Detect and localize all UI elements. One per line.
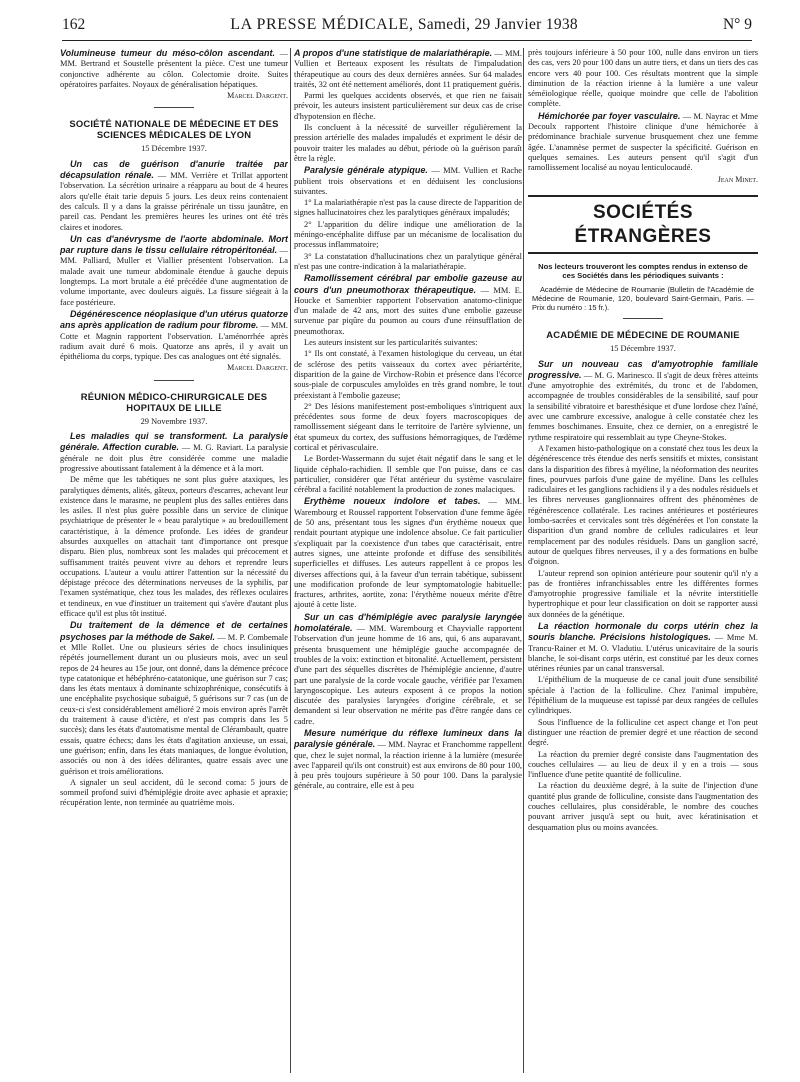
article xyxy=(60,431,288,474)
column-divider-2 xyxy=(523,48,524,1073)
paragraph: La réaction du deuxième degré, à la suite de l'injection d'une quantité plus grande de folliculine, consiste dans l'augmentation des couches cellulaires, plus considérable, le nombre des couches pouvant arriver jusqu'à sept ou huit, avec kératinisation et desquamation plus ou moins avancées. xyxy=(528,781,758,832)
separator xyxy=(154,380,194,381)
list-item: 2° Des lésions manifestement post-emboliques s'intriquent aux précédentes sous forme de deux foyers macroscopiques de ramollissement siégeant dans le territoire de l'artère sylvienne, un état spumeux du cortex, des suffusions hémorragiques, de l'œdème cortical et périvasculaire. xyxy=(294,401,522,452)
article-body: — MM. Palliard, Muller et Viallier présentent l'observation. La malade avait une tumeur abdominale étendue à gauche depuis longtemps. La mort brutale a été précédée d'une augmentation de volume importante, avec douleurs aiguës. La fissure siégeait à la face postérieure. xyxy=(60,246,288,307)
page-header xyxy=(62,16,752,38)
article-heading: Un cas d'anévrysme de l'aorte abdominale. Mort par rupture dans le tissu cellulaire rétropéritonéal. xyxy=(60,233,288,256)
article xyxy=(60,48,288,90)
column-1 xyxy=(60,48,288,1073)
article xyxy=(294,612,522,727)
section-title: SOCIÉTÉS ÉTRANGÈRES xyxy=(528,195,758,254)
society-title: SOCIÉTÉ NATIONALE DE MÉDECINE ET DES SCIENCES MÉDICALES DE LYON xyxy=(69,118,279,141)
article-heading: Ramollissement cérébral par embolie gazeuse au cours d'un pneumothorax thérapeutique. xyxy=(294,273,522,295)
session-date: 15 Décembre 1937. xyxy=(141,144,207,154)
paragraph: A l'examen histo-pathologique on a constaté chez tous les deux la dégénérescence très étendue des nerfs sensitifs et mixtes, consistant dans la disparition des fibres à myéline, la néoformation des neurites fines, pourvues parfois d'une gaine de myéline. Dans les cellules radiculaires et les ganglions rachidiens il y a des nodules résiduels et les fibres nerveuses ganglionnaires offrent des phénomènes de régénérescence collatérale. Les racines antérieures et postérieures lombo-sacrées et cervicales sont très dégénérées et l'on constate la disparition d'un grand nombre de cellules radiculaires et leur remplacement par des nodules résiduels. Dans un ganglion sacré, autour de quelques fibres nerveuses, il y a des formations en bulbe d'oignon. xyxy=(528,443,758,567)
paragraph: Le Bordet-Wassermann du sujet était négatif dans le sang et le liquide céphalo-rachidien. Il semble que l'on puisse, dans ce cas particulier, considérer que l'état antérieur du système vasculaire cérébral a facilité notablement la production de zones malaciques. xyxy=(294,454,522,495)
session-date: 15 Décembre 1937. xyxy=(610,344,676,354)
article-body: — MM. Nayrac et Franchomme rappellent que, chez le sujet normal, la réaction irienne à la lumière (mesurée avec l'appareil qu'ils ont construit) est aux environs de 80 pour 100, à peu près toujours supérieure à 50 pour 100. Dans la paralysie générale, au contraire, elle est à peu xyxy=(294,740,522,791)
article xyxy=(528,359,758,443)
list-item: 1° Ils ont constaté, à l'examen histologique du cerveau, un état de sclérose des petits vaisseaux du cortex avec périartérite, disparition de la gaine de Virchow-Robin et présence dans l'écorce sous-piale de corpuscules amyloïdes en très grand nombre, le tout préexistant à l'embolie gazeuse; xyxy=(294,349,522,400)
column-3 xyxy=(528,48,758,1073)
issue-date: Samedi, 29 Janvier 1938 xyxy=(417,16,578,33)
separator xyxy=(623,318,663,319)
column-divider-1 xyxy=(290,48,291,1073)
signature: Jean Minet. xyxy=(717,174,758,184)
article-body: — MM. Bertrand et Soustelle présentent la pièce. C'est une tumeur conjonctive adhérente au côlon. Colectomie droite. Suites opératoires parfaites. Noyaux de généralisation hépatiques. xyxy=(60,49,288,89)
article xyxy=(528,111,758,174)
article-body: — MM. Vullien et Berteaux exposent les résultats de l'impaludation thérapeutique au cours des deux dernières années. Sur 64 malades traités, 32 ont été nettement améliorés, dont 11 pratiquement guéris. xyxy=(294,49,522,89)
society-title: ACADÉMIE DE MÉDECINE DE ROUMANIE xyxy=(546,329,740,341)
article-body: — M. Nayrac et Mme Decoulx rapportent l'histoire clinique d'une hémichorée à prédominance brachiale survenue brusquement chez une femme âgée. L'anamnèse permet de suspecter la spécificité. Guérison en quelques semaines. Les auteurs pensent qu'il s'agit d'un ramollissement localisé au noyau lenticulocaudé. xyxy=(528,111,758,173)
article-heading: Les maladies qui se transforment. La paralysie générale. Affection curable. xyxy=(60,431,288,453)
signature: Marcel Dargent. xyxy=(227,91,288,101)
paragraph: Ils concluent à la nécessité de surveiller régulièrement la pression artérielle des malades impaludés et expriment le désir de pouvoir traiter les malades au début, période où la guérison paraît être la règle. xyxy=(294,123,522,163)
society-title: RÉUNION MÉDICO-CHIRURGICALE DES HOPITAUX DE LILLE xyxy=(80,390,268,413)
article-body: — MM. Verrière et Trillat apportent l'observation. La sécrétion urinaire a réapparu au bout de 4 heures alors qu'elle était tarie depuis 5 jours. Les deux reins contenaient des calculs. Il y a dans la graisse périrénale un tissu jaunâtre, en pareil cas. Pendant les premières heures les urines ont été très claires et inodores. xyxy=(60,171,288,232)
article-heading: Un cas de guérison d'anurie traitée par décapsulation rénale. xyxy=(60,158,288,181)
article-body: — M. G. Raviart. La paralysie générale ne doit plus être considérée comme une maladie progressive aboutissant fatalement à la démence et à la mort. xyxy=(60,443,288,473)
paragraph: La réaction du premier degré consiste dans l'augmentation des couches cellulaires — au lieu de deux il y en a trois — sous l'influence d'une petite quantité de folliculine. xyxy=(528,749,758,780)
header-title xyxy=(230,16,578,34)
article xyxy=(294,48,522,90)
article xyxy=(60,309,288,362)
article-heading: Erythème noueux indolore et tabes. xyxy=(304,496,481,507)
list-item: 3° La constatation d'hallucinations chez un paralytique général n'est pas une contre-indication à la malariathérapie. xyxy=(294,251,522,271)
paragraph: L'épithélium de la muqueuse de ce canal jouit d'une sensibilité spéciale à l'action de la folliculine. Chez l'animal impubère, l'épithélium de la muqueuse est tapissé par deux rangées de cellules cylindriques. xyxy=(528,675,758,716)
separator xyxy=(154,107,194,108)
article-body: — MM. E. Houcke et Samenbier rapportent l'observation anatomo-clinique d'un malade de 42 ans, mort des suites d'une embolie gazeuse survenue par piqûre du poumon au cours d'une réinsufflation de pneumothorax. xyxy=(294,285,522,336)
paragraph: A signaler un seul accident, dû le second coma: 5 jours de sommeil profond suivi d'hémiplégie droite avec aphasie et apraxie; récupération lente, non terminée au quatrième mois. xyxy=(60,777,288,808)
page-number: 162 xyxy=(62,16,86,33)
paragraph: Sous l'influence de la folliculine cet aspect change et l'on peut distinguer une réaction de premier degré et une réaction de second degré. xyxy=(528,717,758,748)
article-heading: Sur un nouveau cas d'amyotrophie familiale progressive. xyxy=(528,358,758,380)
article xyxy=(60,620,288,776)
list-item: 1° La malariathérapie n'est pas la cause directe de l'apparition de signes hallucinatoires chez les paralytiques généraux impaludés; xyxy=(294,198,522,218)
article-body: — M. P. Combemale et Mlle Rollet. Une ou plusieurs séries de chocs insuliniques répétés journellement durant un ou plusieurs mois, avec un seul repos de 24 heures au 15e jour, ont donné, dans la démence précoce type catatonique et hébéphréno-catatonique, une guérison sur 7 cas; dans les états mentaux à dominante schizophrénique, consécutifs à une encéphalite psychosique subaiguë, 5 guérisons sur 7 cas (un de ceux-ci s'est considérablement amélioré 2 mois environ après l'arrêt du traitement à cause d'ictère, et n'est pas compris dans les 5 succès); dans les états d'automatisme mental de Clérambault, quatre essais, quatre échecs; dans les états d'agitation anxieuse, un essai, une guérison; enfin, dans les états maniaques, de longue évolution, associés ou non à des idées délirantes, quatre essais avec une guérison et trois améliorations. xyxy=(60,632,288,776)
article xyxy=(528,621,758,674)
article xyxy=(294,273,522,337)
paragraph: L'auteur reprend son opinion antérieure pour soutenir qu'il n'y a pas de frontières infranchissables entre les différentes formes d'amyotrophie progressive familiale et la névrite interstitielle hypertrophique et pour leur classification on doit se rapporter aussi aux données de la génétique. xyxy=(528,568,758,619)
signature: Marcel Dargent. xyxy=(227,363,288,373)
article xyxy=(60,234,288,308)
article-heading: Dégénérescence néoplasique d'un utérus quatorze ans après application de radium pour fibrome. xyxy=(60,308,288,331)
article-heading: Paralysie générale atypique. xyxy=(304,165,428,176)
article-body: — M. G. Marinesco. Il s'agit de deux frères atteints d'une amyotrophie des extrémités, du tronc et de l'abdomen, accompagnée de troubles considérables de la sensibilité, sauf pour la sensibilité vibratoire et baresthésique et d'une lordose chez l'aîné, avec une cambrure excessive, analogue à celle constatée chez les femmes boschimanes. Ensuite, chez ce dernier, on a enregistré le rythme respiratoire qui ressemblait au type Cheyne-Stokes. xyxy=(528,370,758,442)
paragraph: Les auteurs insistent sur les particularités suivantes: xyxy=(304,338,478,348)
article xyxy=(294,496,522,610)
header-rule xyxy=(62,40,752,41)
article-heading: La réaction hormonale du corps utérin chez la souris blanche. Précisions histologiques. xyxy=(528,621,758,643)
journal-name: LA PRESSE MÉDICALE, xyxy=(230,16,414,33)
article-body: — MM. Vullien et Rache publient trois observations et en déduisent les conclusions suivantes. xyxy=(294,166,522,196)
notice: Nos lecteurs trouveront les comptes rendus in extenso de ces Sociétés dans les périodiques suivants : xyxy=(538,261,748,281)
issue-number: N° 9 xyxy=(722,16,752,33)
article-heading: A propos d'une statistique de malariathérapie. xyxy=(294,48,493,58)
article-heading: Du traitement de la démence et de certaines psychoses par la méthode de Sakel. xyxy=(60,620,288,642)
article xyxy=(60,159,288,233)
article xyxy=(294,728,522,792)
notice-item: Académie de Médecine de Roumanie (Bulletin de l'Académie de Médecine de Roumanie, 120, boulevard Saint-Germain, Paris. — Prix du numéro : 15 fr.). xyxy=(532,284,754,313)
article-body: — MM. Warembourg et Chayvialle rapportent l'observation d'un jeune homme de 16 ans, qui, 6 ans auparavant, présenta brusquement une hémiplégie gauche accompagnée de troubles de la voix: extinction et bitonalité. Actuellement, persistent d'une part des séquelles discrètes de l'hémiplégie ancienne, d'autre part une paralysie de la corde vocale gauche, vérifiée par l'examen laryngoscopique. Les auteurs exposent à ce propos la notion discutée des paralysies laryngées d'origine cérébrale, et se demandent si leur observation ne mérite pas d'être rangée dans ce cadre. xyxy=(294,624,522,726)
paragraph: Parmi les quelques accidents observés, et que rien ne faisait prévoir, les auteurs insistent particulièrement sur deux cas de crise d'hypotension en flèche. xyxy=(294,91,522,121)
article-body: — Mme M. Trancu-Rainer et M. O. Vladutiu. L'utérus unicavitaire de la souris blanche, le soi-disant corps utérin, est constitué par les deux cornes utérines réunies par un canal transversal. xyxy=(528,633,758,674)
paragraph: près toujours inférieure à 50 pour 100, nulle dans environ un tiers des cas, vers 20 pour 100 dans un autre tiers, et dans un tiers des cas encore vers 40 pour 100. Ces résultats montrent que la simple diminution de la réaction irienne à la lumière a une valeur séméiologique réelle, quoique moindre que celle de l'abolition complète. xyxy=(528,48,758,109)
session-date: 29 Novembre 1937. xyxy=(140,416,208,426)
article-heading: Volumineuse tumeur du méso-côlon ascendant. xyxy=(60,48,275,58)
article-heading: Hémichorée par foyer vasculaire. xyxy=(538,110,681,121)
article-heading: Sur un cas d'hémiplégie avec paralysie laryngée homolatérale. xyxy=(294,611,522,634)
article-body: — MM. Cotte et Magnin rapportent l'observation. L'aménorrhée après radium avait duré 6 mois. Quatorze ans après, il y avait un épithélioma du corps, typique. Des cas analogues ont été signalés. xyxy=(60,321,288,362)
list-item: 2° L'apparition du délire indique une amélioration de la méningo-encéphalite diffuse par un mécanisme de localisation du processus inflammatoire; xyxy=(294,219,522,250)
article-body: — MM. Warembourg et Roussel rapportent l'observation d'une femme âgée de 50 ans, présentant tous les signes d'un érythème noueux que rendait pourtant atypique une indolence absolue. Ce fait particulier s'expliquait par la coexistence d'un tabes que caractérisait, entre autres signes, une atteinte profonde et diffuse des sensibilités superficielles et diffuses. Les auteurs rappellent à ce propos les diverses affections qui, à la faveur d'un terrain tabétique, subissent une modification profonde de leur symptomatologie habituelle: fractures, arthrites, aortite, zona: l'érythème noueux mérite d'être ajouté à cette liste. xyxy=(294,497,522,610)
article xyxy=(294,165,522,197)
column-2 xyxy=(294,48,522,1073)
paragraph: De même que les tabétiques ne sont plus guère ataxiques, les paralytiques déments, alités, gâteux, porteurs d'escarres, achevant leur existence dans le marasme, ne peuplent plus des salles entières dans les asiles. Il n'est plus guère possible dans un service de clinique psychiatrique de présenter le « beau paralytique » au bredouillement caractéristique, à la démence profonde. Les idées de grandeur absurdes auxquelles on attachait tant d'importance ont presque disparu. Bien plus, nombreux sont les malades qui précocement et suffisamment traités peuvent vivre au dehors et reprendre leurs occupations. L'auteur a voulu attirer l'attention sur la nécessité du dépistage précoce des déterminations nerveuses de la syphilis, par l'examen systématique, chez tous les malades, des réflexes oculaires et tendineux, en vue d'instituer un traitement qui s'avère d'autant plus efficace qu'il est plus tôt institué. xyxy=(60,475,288,619)
article-heading: Mesure numérique du réflexe lumineux dans la paralysie générale. xyxy=(294,728,522,750)
